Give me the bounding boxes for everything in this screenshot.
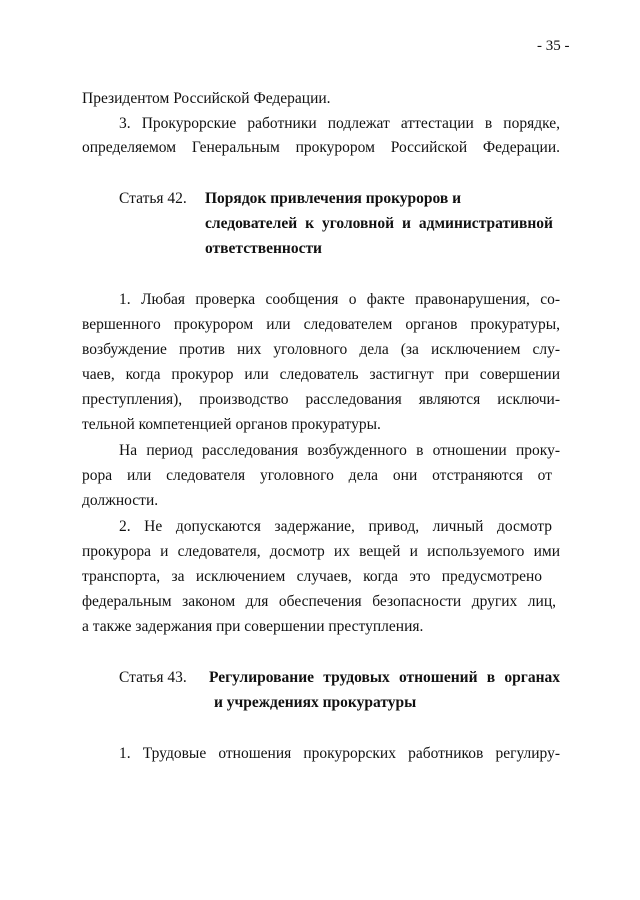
paragraph-line: федеральным законом для обеспечения безопасности других лиц, (82, 593, 556, 610)
paragraph-line: вершенного прокурором или следователем органов прокуратуры, (82, 316, 560, 333)
page-number: - 35 - (537, 38, 570, 54)
article-42-title: ответственности (205, 240, 322, 257)
paragraph-line: прокурора и следователя, досмотр их вещей и используемого ими (82, 543, 560, 560)
article-42-title: следователей к уголовной и административной (205, 215, 553, 232)
paragraph-line: а также задержания при совершении преступления. (82, 618, 424, 635)
paragraph-line: транспорта, за исключением случаев, когда это предусмотрено (82, 568, 542, 585)
article-43-title: Регулирование трудовых отношений в органах (209, 669, 560, 686)
article-43-title: и учреждениях прокуратуры (214, 694, 417, 711)
article-42-title: Порядок привлечения прокуроров и (205, 190, 462, 207)
intro-line: определяемом Генеральным прокурором Российской Федерации. (82, 139, 560, 156)
article-43-prefix: Статья 43. (119, 669, 187, 686)
paragraph-line: 2. Не допускаются задержание, привод, личный досмотр (119, 518, 552, 535)
article-42-prefix: Статья 42. (119, 190, 187, 207)
paragraph-line: На период расследования возбужденного в отношении проку- (119, 442, 560, 459)
paragraph-line: рора или следователя уголовного дела они отстраняются от (82, 467, 552, 484)
paragraph-line: 1. Любая проверка сообщения о факте правонарушения, со- (119, 291, 560, 308)
paragraph-line: возбуждение против них уголовного дела (за исключением слу- (82, 341, 560, 358)
paragraph-line: преступления), производство расследования являются исключи- (82, 391, 560, 408)
intro-line: 3. Прокурорские работники подлежат аттестации в порядке, (119, 115, 560, 132)
paragraph-line: тельной компетенцией органов прокуратуры. (82, 416, 381, 433)
paragraph-line: 1. Трудовые отношения прокурорских работников регулиру- (119, 745, 560, 762)
paragraph-line: чаев, когда прокурор или следователь застигнут при совершении (82, 366, 560, 383)
paragraph-line: должности. (82, 492, 159, 509)
intro-line: Президентом Российской Федерации. (82, 90, 331, 107)
